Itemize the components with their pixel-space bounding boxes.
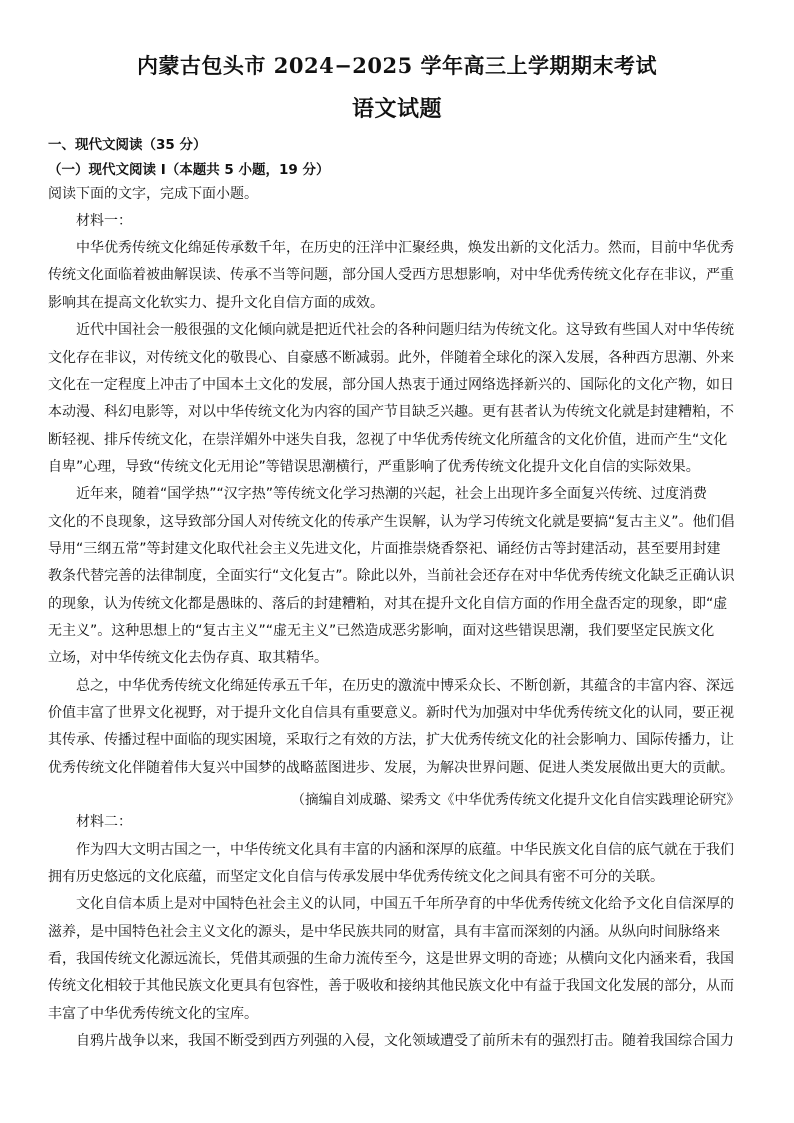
text-line: 滋养，是中国特色社会主义文化的源头，是中华民族共同的财富，具有丰富而深刻的内涵。从纵向时间脉络来 bbox=[48, 924, 720, 940]
text-line: 作为四大文明古国之一，中华传统文化具有丰富的内涵和深厚的底蕴。中华民族文化自信的底气就在于我们 bbox=[76, 842, 734, 858]
section-heading: 一、现代文阅读（35 分） bbox=[48, 137, 207, 153]
text-line: 近代中国社会一般很强的文化倾向就是把近代社会的各种问题归结为传统文化。这导致有些国人对中华传统 bbox=[76, 322, 734, 338]
citation: （摘编自刘成璐、梁秀文《中华优秀传统文化提升文化自信实践理论研究》 bbox=[291, 792, 740, 808]
text-line: 教条代替完善的法律制度，全面实行“文化复古”。除此以外，当前社会还存在对中华优秀传统文化缺乏正确认识 bbox=[48, 568, 735, 584]
text-line: 文化在一定程度上冲击了中国本土文化的发展，部分国人热衷于通过网络选择新兴的、国际化的文化产物，如日 bbox=[48, 377, 734, 393]
text-line: 看，我国传统文化源远流长，凭借其顽强的生命力流传至今，这是世界文明的奇迹；从横向文化内涵来看，我国 bbox=[48, 951, 734, 967]
text-line: 无主义”。这种思想上的“复古主义”“虚无主义”已然造成恶劣影响，面对这些错误思潮，我们要坚定民族文化 bbox=[48, 623, 715, 639]
text-line: 优秀传统文化伴随着伟大复兴中国梦的战略蓝图进步、发展，为解决世界问题、促进人类发展做出更大的贡献。 bbox=[48, 760, 734, 776]
text-line: 立场，对中华传统文化去伪存真、取其精华。 bbox=[48, 650, 328, 666]
subsection-heading: （一）现代文阅读 I（本题共 5 小题，19 分） bbox=[48, 162, 330, 178]
text-line: 本动漫、科幻电影等，对以中华传统文化为内容的国产节目缺乏兴趣。更有甚者认为传统文化就是封建糟粕，不 bbox=[48, 404, 734, 420]
text-line: 传统文化相较于其他民族文化更具有包容性，善于吸收和接纳其他民族文化中有益于我国文化发展的部分，从而 bbox=[48, 978, 734, 994]
exam-subtitle: 语文试题 bbox=[351, 96, 442, 122]
text-line: 断轻视、排斥传统文化，在崇洋媚外中迷失自我，忽视了中华优秀传统文化所蕴含的文化价值，进而产生“文化 bbox=[48, 432, 728, 448]
text-line: 导用“三纲五常”等封建文化取代社会主义先进文化，片面推崇烧香祭祀、诵经仿古等封建活动，甚至要用封建 bbox=[48, 541, 721, 557]
text-line: 总之，中华优秀传统文化绵延传承五千年，在历史的激流中博采众长、不断创新，其蕴含的丰富内容、深远 bbox=[76, 678, 734, 694]
exam-title: 内蒙古包头市 2024−2025 学年高三上学期期末考试 bbox=[136, 53, 658, 78]
text-line: 文化的不良现象，这导致部分国人对传统文化的传承产生误解，认为学习传统文化就是要搞“复古主义”。他们倡 bbox=[48, 514, 735, 530]
text-line: 价值丰富了世界文化视野，对于提升文化自信具有重要意义。新时代为加强对中华优秀传统文化的认同，要正视 bbox=[48, 705, 734, 721]
text-line: 拥有历史悠远的文化底蕴，而坚定文化自信与传承发展中华优秀传统文化之间具有密不可分的关联。 bbox=[48, 869, 664, 885]
text-line: 的现象，认为传统文化都是愚昧的、落后的封建糟粕，对其在提升文化自信方面的作用全盘否定的现象，即“虚 bbox=[48, 596, 728, 612]
material-label: 材料二： bbox=[76, 814, 132, 830]
text-line: 丰富了中华优秀传统文化的宝库。 bbox=[48, 1006, 258, 1022]
text-line: 中华优秀传统文化绵延传承数千年，在历史的汪洋中汇聚经典，焕发出新的文化活力。然而，目前中华优秀 bbox=[76, 240, 734, 256]
text-line: 影响其在提高文化软实力、提升文化自信方面的成效。 bbox=[48, 295, 384, 311]
text-line: 自鸦片战争以来，我国不断受到西方列强的入侵，文化领域遭受了前所未有的强烈打击。随着我国综合国力 bbox=[76, 1033, 734, 1049]
text-line: 文化存在非议，对传统文化的敬畏心、自豪感不断减弱。此外，伴随着全球化的深入发展，各种西方思潮、外来 bbox=[48, 350, 734, 366]
instruction-text: 阅读下面的文字，完成下面小题。 bbox=[48, 186, 258, 202]
material-label: 材料一： bbox=[76, 213, 132, 229]
text-line: 近年来，随着“国学热”“汉字热”等传统文化学习热潮的兴起，社会上出现许多全面复兴传统、过度消费 bbox=[76, 486, 708, 502]
text-line: 其传承、传播过程中面临的现实困境，采取行之有效的方法，扩大优秀传统文化的社会影响力、国际传播力，让 bbox=[48, 732, 734, 748]
text-line: 传统文化面临着被曲解误读、传承不当等问题，部分国人受西方思想影响，对中华优秀传统文化存在非议，严重 bbox=[48, 267, 734, 283]
text-line: 自卑”心理，导致“传统文化无用论”等错误思潮横行，严重影响了优秀传统文化提升文化自信的实际效果。 bbox=[48, 459, 700, 475]
text-line: 文化自信本质上是对中国特色社会主义的认同，中国五千年所孕育的中华优秀传统文化给予文化自信深厚的 bbox=[76, 896, 734, 912]
